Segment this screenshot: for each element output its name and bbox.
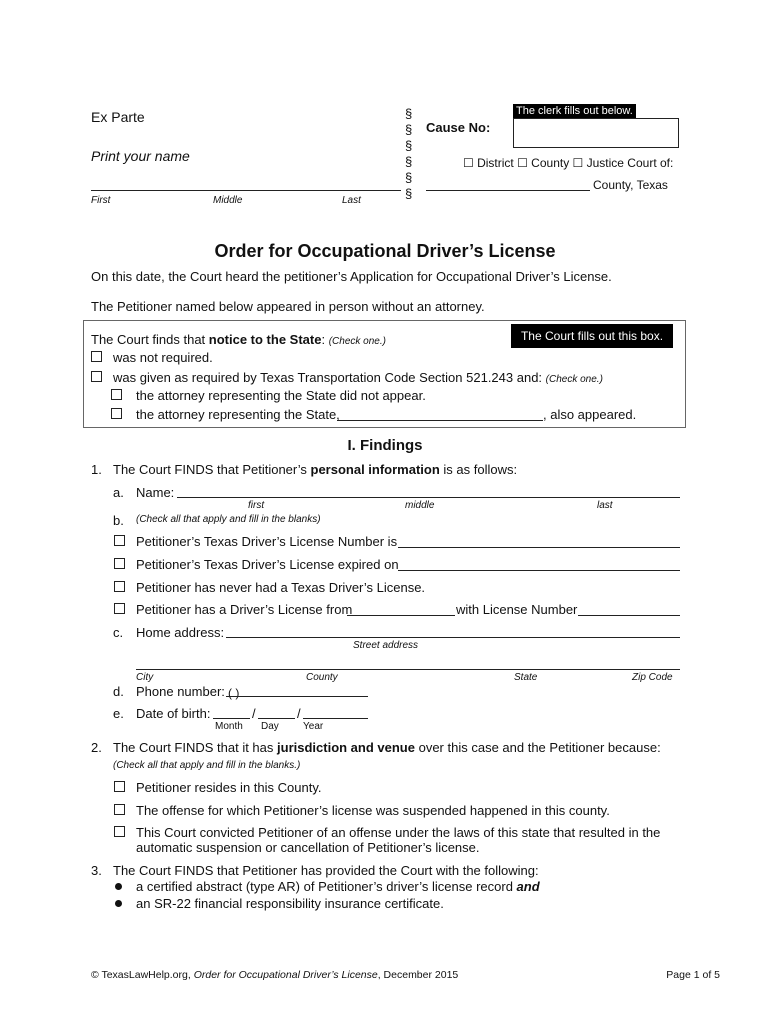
home-address-label: Home address: bbox=[136, 625, 225, 640]
notice-opt2-text: was given as required by Texas Transportation Code Section 521.243 and: bbox=[113, 370, 546, 385]
dob-month-line[interactable] bbox=[213, 718, 250, 719]
check-one: (Check one.) bbox=[328, 336, 386, 347]
name-label: Name: bbox=[136, 485, 175, 500]
ex-parte-label: Ex Parte bbox=[91, 109, 145, 125]
bullet bbox=[115, 900, 122, 907]
footer-post: , December 2015 bbox=[377, 969, 459, 981]
item2-pre: The Court FINDS that it has bbox=[113, 740, 278, 755]
phone-line[interactable] bbox=[226, 696, 368, 697]
item1-pre: The Court FINDS that Petitioner’s bbox=[113, 462, 311, 477]
dob-sub-month: Month bbox=[215, 721, 243, 732]
street-address-sub: Street address bbox=[353, 640, 419, 651]
item1-d-label: d. bbox=[113, 684, 124, 699]
offense-county-checkbox[interactable] bbox=[114, 804, 125, 815]
name-sub-middle: middle bbox=[405, 500, 435, 511]
zip-sub: Zip Code bbox=[632, 672, 673, 683]
bullet1-text: a certified abstract (type AR) of Petitioner’s driver’s license record bbox=[136, 879, 517, 894]
section-symbol: § bbox=[405, 170, 413, 185]
footer-pre: © TexasLawHelp.org, bbox=[91, 969, 194, 981]
item3-text: The Court FINDS that Petitioner has provided the Court with the following: bbox=[113, 863, 539, 878]
offense-county-label: The offense for which Petitioner’s license was suspended happened in this county. bbox=[136, 803, 610, 818]
cause-no-label: Cause No: bbox=[426, 120, 491, 135]
county-sub: County bbox=[306, 672, 338, 683]
court-convicted-label: This Court convicted Petitioner of an offense under the laws of this state that resulted in the bbox=[136, 825, 661, 840]
section-symbol: § bbox=[405, 122, 413, 137]
city-sub: City bbox=[136, 672, 154, 683]
dob-sub-year: Year bbox=[303, 721, 324, 732]
footer-italic: Order for Occupational Driver’s License bbox=[193, 969, 378, 981]
never-dl-checkbox[interactable] bbox=[114, 581, 125, 592]
last-label: Last bbox=[342, 195, 361, 206]
state-attorney-line[interactable] bbox=[337, 420, 543, 421]
court-convicted-label-cont: automatic suspension or cancellation of Petitioner’s license. bbox=[136, 840, 480, 855]
intro-text-1: On this date, the Court heard the petitioner’s Application for Occupational Driver’s License. bbox=[91, 269, 612, 284]
notice-not-required-checkbox[interactable] bbox=[91, 351, 102, 362]
section-symbol: § bbox=[405, 138, 413, 153]
court-options[interactable]: ☐ District ☐ County ☐ Justice Court of: bbox=[463, 156, 674, 170]
item1-num: 1. bbox=[91, 462, 102, 477]
city-county-line[interactable] bbox=[136, 669, 680, 670]
bullet1-and: and bbox=[516, 879, 540, 894]
first-label: First bbox=[91, 195, 111, 206]
item1-b-text: (Check all that apply and fill in the blanks) bbox=[136, 514, 321, 525]
other-dl-number-line[interactable] bbox=[578, 615, 680, 616]
section-symbol: § bbox=[405, 154, 413, 169]
county-line[interactable] bbox=[426, 190, 590, 191]
name-sub-last: last bbox=[597, 500, 613, 511]
dl-expired-label: Petitioner’s Texas Driver’s License expired on bbox=[136, 557, 399, 572]
resides-county-checkbox[interactable] bbox=[114, 781, 125, 792]
item2-num: 2. bbox=[91, 740, 102, 755]
item3-bullet2: an SR-22 financial responsibility insurance certificate. bbox=[136, 896, 444, 911]
dob-year-line[interactable] bbox=[303, 718, 368, 719]
notice-pre: The Court finds that bbox=[91, 332, 209, 347]
item1-c-label: c. bbox=[113, 625, 124, 640]
notice-colon: : bbox=[321, 332, 329, 347]
item2-bold: jurisdiction and venue bbox=[277, 740, 415, 755]
section-symbol: § bbox=[405, 186, 413, 201]
notice-opt2-check: (Check one.) bbox=[545, 374, 603, 385]
item1-a-label: a. bbox=[113, 485, 124, 500]
dob-slash-1: / bbox=[252, 706, 256, 721]
notice-line bbox=[91, 332, 386, 347]
dl-number-line[interactable] bbox=[398, 547, 680, 548]
middle-label: Middle bbox=[213, 195, 243, 206]
item2-post: over this case and the Petitioner because: bbox=[414, 740, 661, 755]
other-dl-checkbox[interactable] bbox=[114, 603, 125, 614]
item1-b-label: b. bbox=[113, 513, 124, 528]
full-name-line[interactable] bbox=[177, 497, 680, 498]
bullet bbox=[115, 883, 122, 890]
dl-expired-line[interactable] bbox=[398, 570, 680, 571]
item1-e-label: e. bbox=[113, 706, 124, 721]
section-symbol: § bbox=[405, 106, 413, 121]
item2-text bbox=[113, 740, 661, 755]
state-appeared-checkbox[interactable] bbox=[111, 408, 122, 419]
dob-label: Date of birth: bbox=[136, 706, 211, 721]
dob-slash-2: / bbox=[297, 706, 301, 721]
footer-text bbox=[91, 969, 458, 981]
item2-note: (Check all that apply and fill in the blanks.) bbox=[113, 760, 301, 771]
dl-number-label: Petitioner’s Texas Driver’s License Number is bbox=[136, 534, 398, 549]
item3-bullet1 bbox=[136, 879, 540, 894]
court-note-badge: The Court fills out this box. bbox=[511, 324, 673, 348]
street-address-line[interactable] bbox=[226, 637, 680, 638]
item3-num: 3. bbox=[91, 863, 102, 878]
findings-heading: I. Findings bbox=[347, 437, 423, 454]
dob-sub-day: Day bbox=[261, 721, 279, 732]
notice-bold: notice to the State bbox=[208, 332, 322, 347]
notice-given-checkbox[interactable] bbox=[91, 371, 102, 382]
notice-opt1: was not required. bbox=[113, 350, 213, 365]
state-sub: State bbox=[514, 672, 538, 683]
page-title: Order for Occupational Driver’s License bbox=[214, 241, 556, 261]
name-sub-first: first bbox=[248, 500, 265, 511]
dl-expired-checkbox[interactable] bbox=[114, 558, 125, 569]
notice-sub1: the attorney representing the State did not appear. bbox=[136, 388, 426, 403]
notice-sub2-post: , also appeared. bbox=[543, 407, 637, 422]
court-convicted-checkbox[interactable] bbox=[114, 826, 125, 837]
notice-opt2 bbox=[113, 370, 603, 385]
print-name-label: Print your name bbox=[91, 148, 190, 164]
phone-label: Phone number: bbox=[136, 684, 225, 699]
phone-area-paren: ( ) bbox=[228, 686, 240, 700]
dl-number-checkbox[interactable] bbox=[114, 535, 125, 546]
item1-text bbox=[113, 462, 517, 477]
intro-text-2: The Petitioner named below appeared in person without an attorney. bbox=[91, 299, 485, 314]
with-license-label: with License Number bbox=[456, 602, 578, 617]
resides-county-label: Petitioner resides in this County. bbox=[136, 780, 322, 795]
clerk-note-badge: The clerk fills out below. bbox=[513, 104, 636, 118]
page-number: Page 1 of 5 bbox=[666, 969, 720, 981]
cause-no-input[interactable] bbox=[513, 118, 679, 148]
item1-post: is as follows: bbox=[439, 462, 518, 477]
never-dl-label: Petitioner has never had a Texas Driver’s License. bbox=[136, 580, 426, 595]
other-dl-label: Petitioner has a Driver’s License from bbox=[136, 602, 353, 617]
other-dl-state-line[interactable] bbox=[347, 615, 455, 616]
item1-bold: personal information bbox=[310, 462, 440, 477]
county-texas-label: County, Texas bbox=[593, 178, 668, 192]
state-not-appear-checkbox[interactable] bbox=[111, 389, 122, 400]
name-line[interactable] bbox=[91, 190, 401, 191]
dob-day-line[interactable] bbox=[258, 718, 295, 719]
notice-sub2-pre: the attorney representing the State, bbox=[136, 407, 340, 422]
